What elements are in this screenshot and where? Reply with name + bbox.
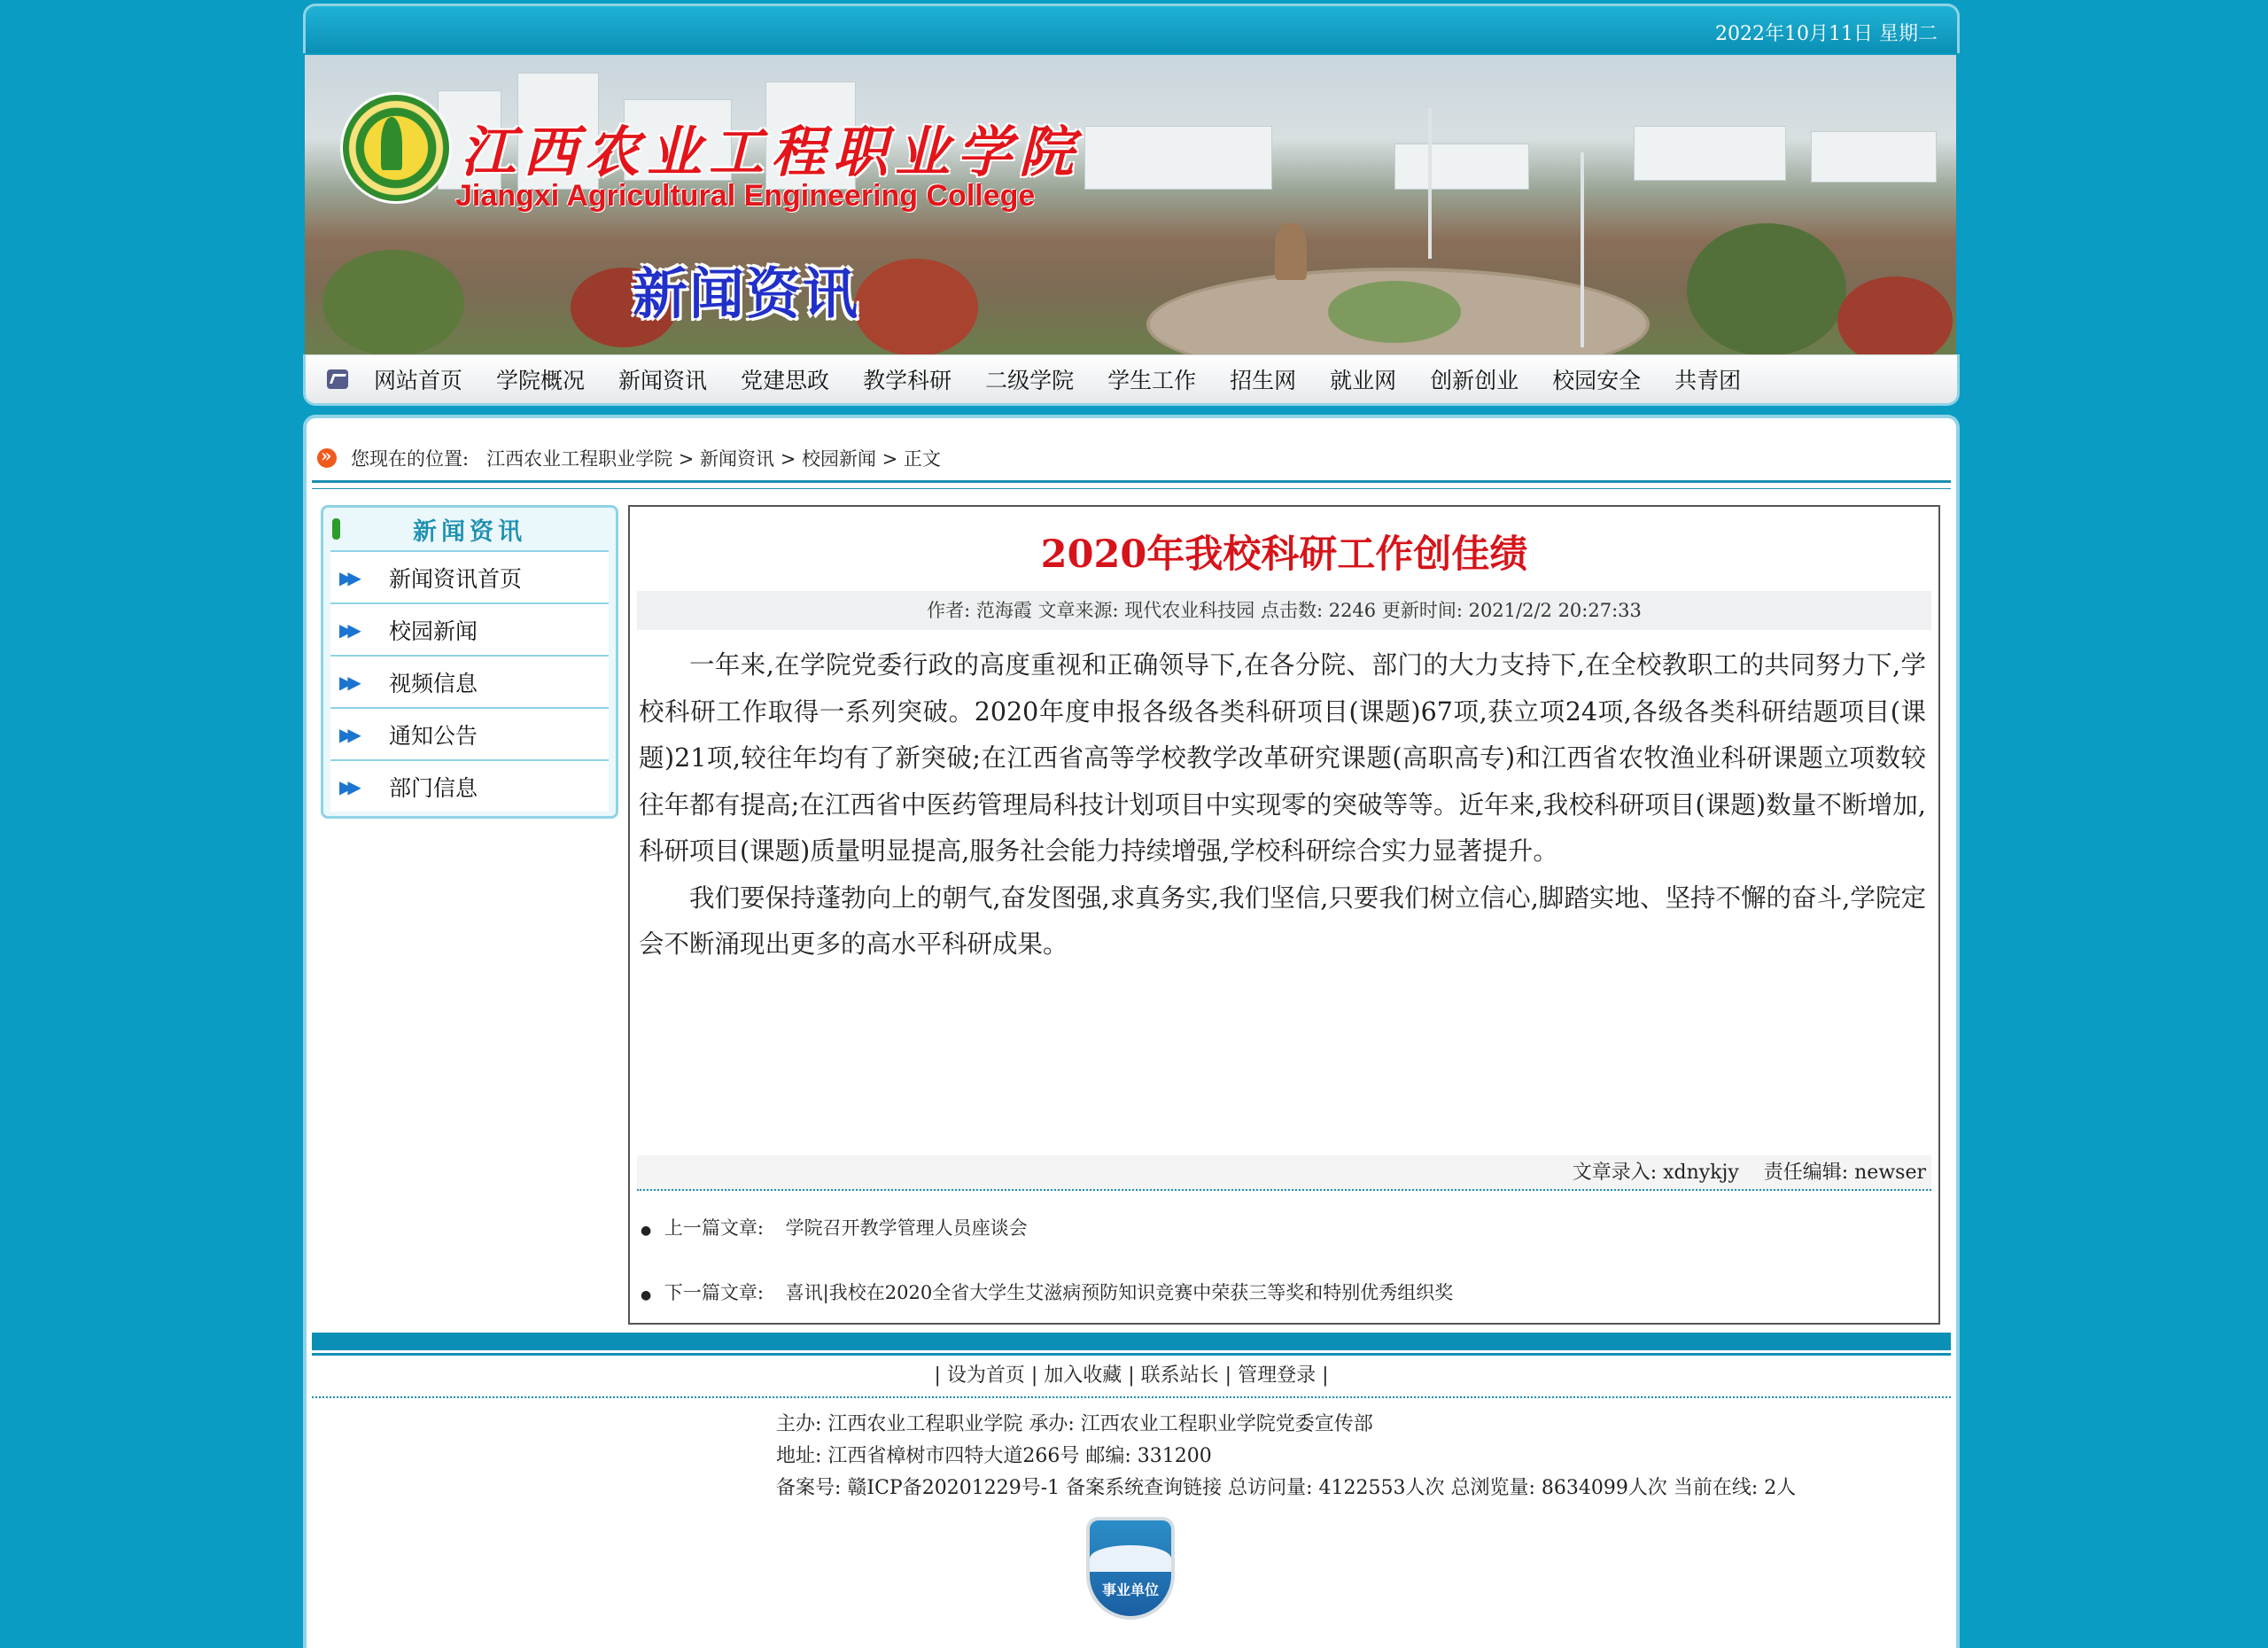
nav-item-news[interactable]: 新闻资讯 (618, 368, 708, 393)
main-nav (303, 354, 1960, 406)
header-banner (305, 55, 1956, 354)
nav-item-safety[interactable]: 校园安全 (1552, 368, 1642, 393)
article-paragraph: 一年来,在学院党委行政的高度重视和正确领导下,在各分院、部门的大力支持下,在全校教职工的共同努力下,学校科研工作取得一系列突破。2020年度申报各级各类科研项目(课题)67项,获立项24项,各级各类科研结题项目(课题)21项,较往年均有了新突破;在江西省高等学校教学改革研究课题(高职高专)和江西省农牧渔业科研课题立项数较往年都有提高;在江西省中医药管理局科技计划项目中实现零的突破等等。近年来,我校科研项目(课题)数量不断增加,科研项目(课题)质量明显提高,服务社会能力持续增强,学校科研综合实力显著提升。 (639, 650, 1926, 866)
college-name-cn: 江西农业工程职业学院 (461, 120, 1082, 184)
article-meta: 作者: 范海霞 文章来源: 现代农业科技园 点击数: 2246 更新时间: 2021/2/2 20:27:33 (637, 591, 1931, 630)
double-arrow-icon: ▶▶ (339, 618, 356, 641)
nav-item-about[interactable]: 学院概况 (496, 368, 586, 393)
tree-image (322, 250, 464, 354)
sidebar-item-news-home[interactable] (330, 550, 609, 602)
next-article-label: 下一篇文章: (664, 1282, 764, 1303)
prev-article-label: 上一篇文章: (664, 1217, 764, 1239)
banner-section-title: 新闻资讯 (633, 261, 860, 326)
sidebar-item-label: 视频信息 (389, 670, 478, 696)
article (628, 505, 1940, 1325)
tree-image (1687, 223, 1846, 354)
prev-article-link[interactable]: 学院召开教学管理人员座谈会 (785, 1217, 1028, 1239)
nav-item-teaching[interactable]: 教学科研 (863, 368, 952, 393)
divider (312, 1396, 1951, 1398)
double-arrow-icon: ▶▶ (339, 775, 356, 797)
badge-label: 事业单位 (1101, 1582, 1159, 1598)
nav-home-icon (327, 369, 348, 389)
page-container (303, 0, 1960, 1648)
footer-icp[interactable]: 备案号: 赣ICP备20201229号-1 备案系统查询链接 总访问量: 4122553人次 总浏览量: 8634099人次 当前在线: 2人 (776, 1477, 1797, 1499)
building-image (1811, 131, 1937, 183)
double-arrow-icon: ▶▶ (339, 671, 356, 693)
breadcrumb-arrow-icon (317, 448, 337, 468)
sidebar-header-bar-icon (332, 518, 340, 540)
nav-item-schools[interactable]: 二级学院 (985, 368, 1075, 393)
college-logo-leaf (381, 117, 402, 170)
double-arrow-icon: ▶▶ (339, 566, 356, 588)
next-article-link[interactable]: 喜讯|我校在2020全省大学生艾滋病预防知识竞赛中荣获三等奖和特别优秀组织奖 (785, 1282, 1454, 1303)
public-institution-badge-icon[interactable] (1086, 1517, 1175, 1620)
breadcrumb-prefix: 您现在的位置: (351, 448, 470, 470)
nav-item-youth-league[interactable]: 共青团 (1674, 368, 1742, 393)
main-panel (303, 415, 1960, 1648)
footer-links[interactable]: | 设为首页 | 加入收藏 | 联系站长 | 管理登录 | (934, 1364, 1329, 1387)
building-image (1084, 126, 1272, 190)
tree-image (854, 259, 978, 354)
nav-item-admission[interactable]: 招生网 (1230, 368, 1297, 393)
tree-image (1837, 276, 1953, 354)
street-lamp-image (1581, 152, 1584, 347)
power-pylon-image (1428, 108, 1432, 259)
nav-item-students[interactable]: 学生工作 (1107, 368, 1197, 393)
sidebar (321, 505, 618, 819)
article-body (639, 642, 1926, 968)
sidebar-item-campus-news[interactable] (330, 602, 609, 655)
sidebar-item-notices[interactable] (330, 707, 609, 759)
bullet-icon: ● (641, 1224, 652, 1238)
nav-item-party[interactable]: 党建思政 (741, 368, 830, 393)
current-date: 2022年10月11日 星期二 (1715, 23, 1938, 45)
sidebar-item-label: 校园新闻 (389, 618, 478, 644)
divider (312, 480, 1951, 489)
sidebar-header (323, 508, 616, 550)
footer-address: 地址: 江西省樟树市四特大道266号 邮编: 331200 (776, 1445, 1212, 1467)
building-image (1634, 126, 1786, 181)
sidebar-title: 新闻资讯 (413, 517, 526, 546)
article-title: 2020年我校科研工作创佳绩 (1040, 532, 1528, 577)
footer-bar (312, 1333, 1951, 1353)
building-image (1394, 144, 1529, 190)
double-arrow-icon: ▶▶ (339, 723, 356, 745)
plaza-lawn-image (1328, 281, 1461, 343)
top-bar (303, 4, 1960, 53)
stone-sculpture-image (1275, 223, 1307, 280)
footer-info (776, 1409, 1796, 1504)
sidebar-item-label: 通知公告 (389, 722, 478, 749)
article-editor-info: 文章录入: xdnykjy 责任编辑: newser (637, 1155, 1931, 1191)
sidebar-item-label: 部门信息 (389, 774, 478, 801)
next-article (641, 1279, 1453, 1305)
sidebar-item-label: 新闻资讯首页 (389, 565, 523, 592)
badge-wave-icon (1090, 1545, 1171, 1572)
article-paragraph: 我们要保持蓬勃向上的朝气,奋发图强,求真务实,我们坚信,只要我们树立信心,脚踏实地、坚持不懈的奋斗,学院定会不断涌现出更多的高水平科研成果。 (639, 882, 1926, 959)
bullet-icon: ● (641, 1288, 652, 1302)
breadcrumb (317, 445, 941, 471)
nav-item-home[interactable]: 网站首页 (374, 368, 463, 393)
sidebar-item-video[interactable] (330, 655, 609, 707)
nav-item-innovation[interactable]: 创新创业 (1430, 368, 1519, 393)
prev-article (641, 1214, 1028, 1240)
nav-item-employment[interactable]: 就业网 (1330, 368, 1397, 393)
footer-sponsor: 主办: 江西农业工程职业学院 承办: 江西农业工程职业学院党委宣传部 (776, 1413, 1373, 1435)
sidebar-item-departments[interactable] (330, 759, 609, 812)
breadcrumb-path[interactable]: 江西农业工程职业学院 > 新闻资讯 > 校园新闻 > 正文 (486, 448, 941, 470)
college-name-en: Jiangxi Agricultural Engineering College (455, 179, 1036, 213)
